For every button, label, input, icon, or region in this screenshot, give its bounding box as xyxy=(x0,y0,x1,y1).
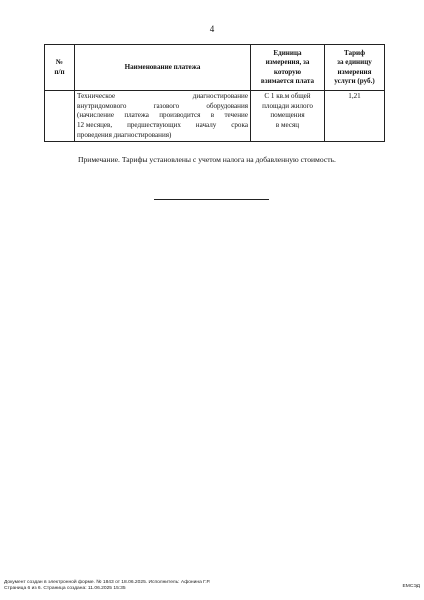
header-unit-line: которую xyxy=(273,67,302,76)
payment-name-word: срока xyxy=(231,120,248,129)
header-unit xyxy=(251,45,325,91)
tariff-value-cell: 1,21 xyxy=(325,91,385,142)
header-tariff xyxy=(325,45,385,91)
unit-line: помещения xyxy=(270,111,305,120)
unit-line: С 1 кв.м общей xyxy=(264,92,311,100)
payment-name-word: внутридомового xyxy=(77,101,127,110)
payment-name-word: проведения диагностирования) xyxy=(77,130,172,139)
unit-line: площади жилого xyxy=(262,101,313,110)
payment-name-word: Техническое xyxy=(77,92,116,100)
header-tariff-line: за единицу xyxy=(337,58,372,67)
header-tariff-line: Тариф xyxy=(343,49,366,58)
header-tariff-line: измерения xyxy=(337,67,372,76)
header-payment-name-line: Наименование платежа xyxy=(124,62,201,71)
note-text: Примечание. Тарифы установлены с учетом налога на добавленную стоимость. xyxy=(78,155,336,164)
header-tariff-line: услуги (руб.) xyxy=(334,76,375,85)
footer-page-info: Страница 6 из 6. Страница создана: 11.06.2025 15:35 xyxy=(4,586,126,592)
payment-name-word: платежа xyxy=(124,111,149,120)
payment-name-word: предшествующих xyxy=(127,120,181,129)
payment-name-line xyxy=(77,92,248,102)
header-unit-line: измерения, за xyxy=(265,58,310,67)
tariff-table xyxy=(44,44,385,142)
table-row xyxy=(45,91,385,142)
payment-name-word: производится xyxy=(159,111,201,120)
unit-line: в месяц xyxy=(275,120,300,129)
payment-name-word: течение xyxy=(224,111,248,120)
table-header-row xyxy=(45,45,385,91)
unit-cell xyxy=(251,91,325,142)
header-number-line: № xyxy=(55,58,64,67)
payment-name-line xyxy=(77,102,248,112)
payment-name-word: началу xyxy=(195,120,217,129)
row-number-cell xyxy=(45,91,75,142)
header-unit-line: взимается плата xyxy=(260,76,315,85)
payment-name-word: (начисление xyxy=(77,111,114,120)
footer-system-code: ЕМСЭД xyxy=(402,584,420,589)
payment-name-word: в xyxy=(210,111,215,120)
payment-name-cell xyxy=(75,91,251,142)
payment-name-line xyxy=(77,111,248,121)
header-unit-line: Единица xyxy=(273,49,302,58)
payment-name-line xyxy=(77,121,248,131)
payment-name-word: оборудования xyxy=(206,101,248,110)
header-payment-name xyxy=(75,45,251,91)
payment-name-line xyxy=(77,131,248,141)
header-number xyxy=(45,45,75,91)
payment-name-word: 12 месяцев, xyxy=(77,120,113,129)
page-number: 4 xyxy=(209,24,215,34)
document-footer xyxy=(4,580,210,593)
payment-name-word: газового xyxy=(153,101,180,110)
signature-line xyxy=(154,199,269,200)
header-number-line: п/п xyxy=(54,67,65,76)
footer-document-info: Документ создан в электронной форме. № 1843 от 18.06.2025. Исполнитель: Афонина Г.Р. xyxy=(4,580,211,585)
payment-name-word: диагностирование xyxy=(192,92,248,100)
